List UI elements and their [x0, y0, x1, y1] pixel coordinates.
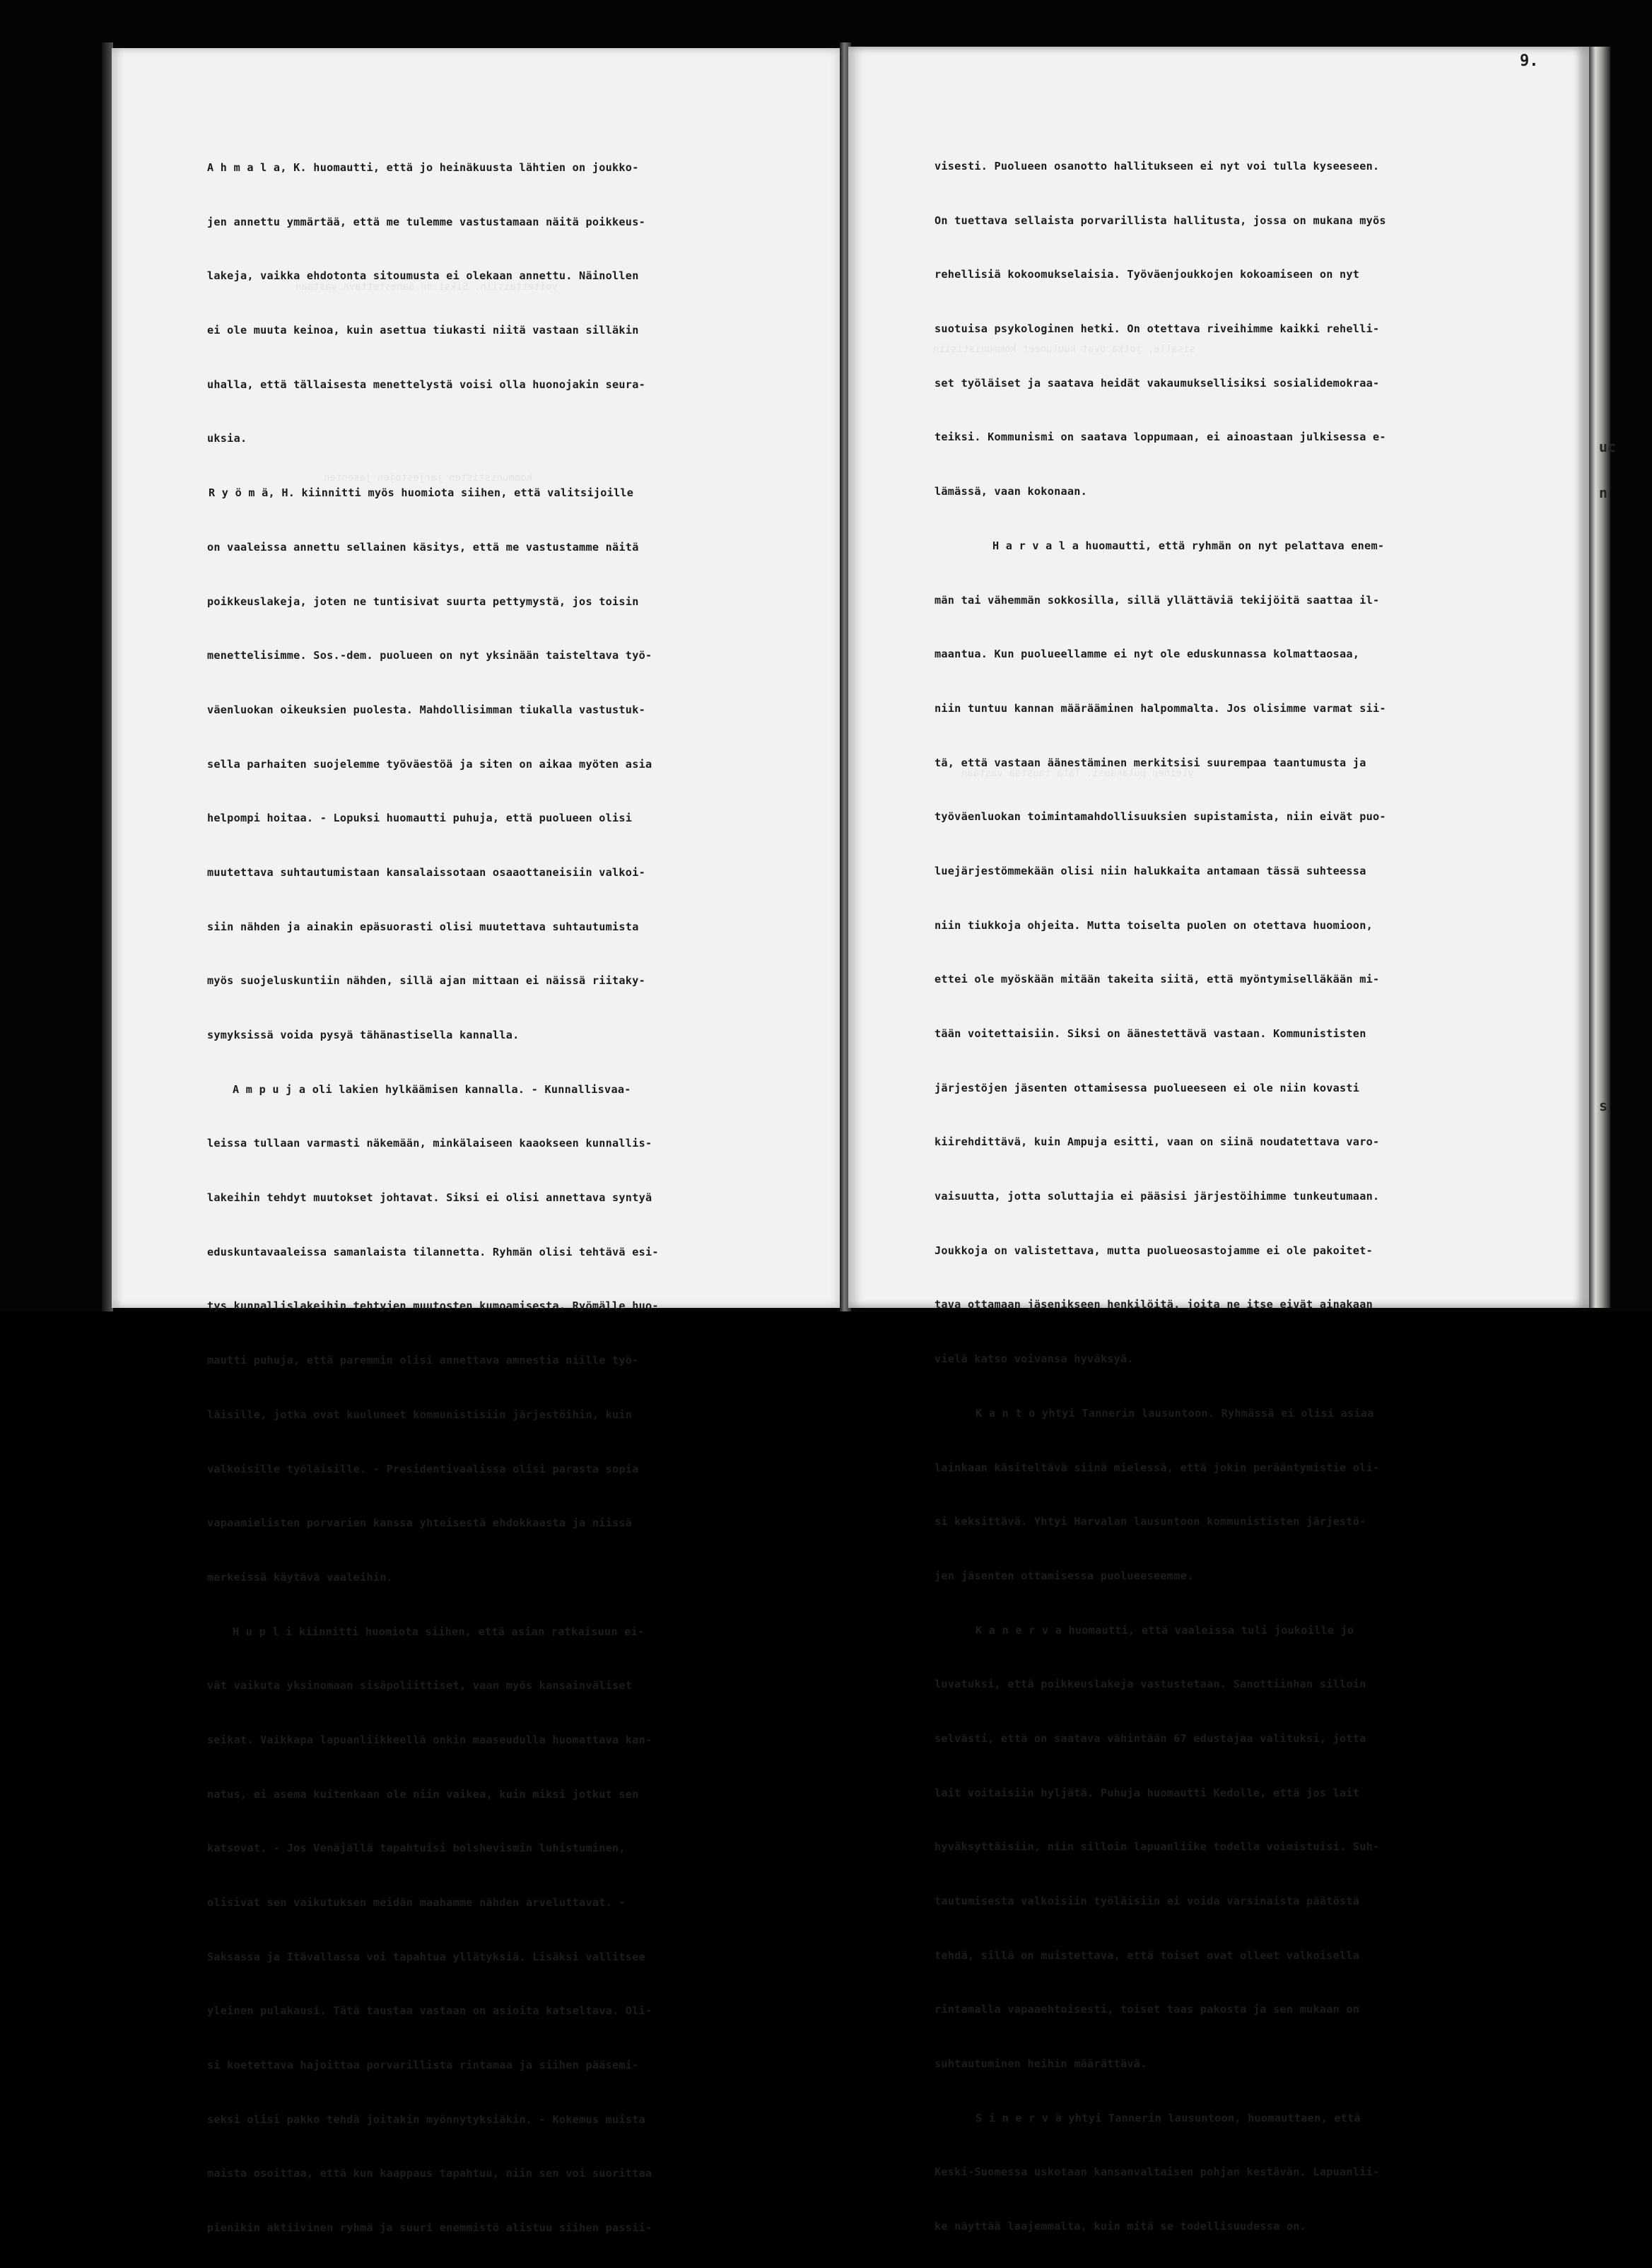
margin-mark: n	[1599, 484, 1608, 501]
text-line: tä, että vastaan äänestäminen merkitsisi suurempaa taantumusta ja	[935, 756, 1366, 769]
text-line: maantua. Kun puolueellamme ei nyt ole eduskunnassa kolmattaosaa,	[935, 648, 1360, 661]
text-line: pienikin aktiivinen ryhmä ja suuri enemmistö alistuu siihen passii-	[207, 2221, 652, 2235]
text-line: H u p l i kiinnitti huomiota siihen, että asian ratkaisuun ei-	[233, 1625, 645, 1638]
text-line: katsovat. - Jos Venäjällä tapahtuisi bolshevismin luhistuminen,	[207, 1842, 626, 1855]
text-line: tys kunnallislakeihin tehtyjen muutosten kumoamisesta. Ryömälle huo-	[207, 1299, 659, 1313]
text-line: S i n e r v ä yhtyi Tannerin lausuntoon, huomauttaen, että	[976, 2111, 1361, 2124]
margin-mark: s	[1599, 1097, 1608, 1114]
text-line: luvatuksi, että poikkeuslakeja vastustetaan. Sanottiinhan silloin	[935, 1678, 1366, 1691]
left-page-text	[207, 128, 659, 2268]
text-line: jen annettu ymmärtää, että me tulemme vastustamaan näitä poikkeus-	[207, 215, 645, 228]
text-line: tään voitettaisiin. Siksi on äänestettävä vastaan. Kommunististen	[935, 1027, 1366, 1040]
text-line: ei ole muuta keinoa, kuin asettua tiukasti niitä vastaan silläkin	[207, 324, 639, 337]
text-line: Saksassa ja Itävallassa voi tapahtua yllätyksiä. Lisäksi vallitsee	[207, 1950, 645, 1963]
text-line: vapaamielisten porvarien kanssa yhteisestä ehdokkaasta ja niissä	[207, 1516, 633, 1530]
text-line: poikkeuslakeja, joten ne tuntisivat suurta pettymystä, jos toisin	[207, 595, 639, 608]
bleed-through: sisalle, jotka ovat kuuluneet kommunistisiin	[933, 344, 1195, 355]
text-line: Joukkoja on valistettava, mutta puolueosastojamme ei ole pakoitet-	[935, 1244, 1373, 1257]
text-line: työväenluokan toimintamahdollisuuksien supistamista, niin eivät puo-	[935, 810, 1386, 824]
text-line: rintamalla vapaaehtoisesti, toiset taas pakosta ja sen mukaan on	[935, 2003, 1360, 2016]
text-line: valkoisille työläisille. - Presidentivaalissa olisi parasta sopia	[207, 1462, 639, 1475]
text-line: tehdä, sillä on muistettava, että toiset ovat olleet valkoisella	[935, 1948, 1360, 1962]
text-line: K a n e r v a huomautti, että vaaleissa tuli joukoille jo	[976, 1623, 1354, 1637]
text-line: lakeja, vaikka ehdotonta sitoumusta ei olekaan annettu. Näinollen	[207, 269, 639, 283]
text-line: niin tiukkoja ohjeita. Mutta toiselta puolen on otettava huomioon,	[935, 918, 1373, 932]
text-line: lakeihin tehdyt muutokset johtavat. Siksi ei olisi annettava syntyä	[207, 1191, 652, 1205]
page-number: 9.	[1520, 52, 1539, 70]
margin-mark: uc	[1599, 438, 1617, 455]
text-line: tautumisesta valkoisiin työläisiin ei voida varsinaista päätöstä	[935, 1895, 1360, 1907]
text-line: uhalla, että tällaisesta menettelystä voisi olla huonojakin seura-	[207, 378, 645, 391]
text-line: lainkaan käsiteltävä siinä mielessä, että jokin perääntymistie oli-	[935, 1461, 1380, 1474]
text-line: R y ö m ä, H. kiinnitti myös huomiota siihen, että valitsijoille	[209, 486, 634, 500]
bleed-through: kommunististen jarjestojen jasenten	[324, 472, 533, 484]
text-line: lämässä, vaan kokonaan.	[935, 485, 1088, 498]
text-line: hyväksyttäisiin, niin silloin lapuanliike todella voimistuisi. Suh-	[935, 1840, 1380, 1854]
page-stack-edge	[1589, 47, 1610, 1308]
text-line: vielä katso voivansa hyväksyä.	[935, 1352, 1134, 1366]
text-line: vät vaikuta yksinomaan sisäpoliittiset, vaan myös kansainväliset	[207, 1679, 633, 1693]
text-line: eduskuntavaaleissa samanlaista tilannetta. Ryhmän olisi tehtävä esi-	[207, 1245, 659, 1258]
text-line: symyksissä voida pysyä tähänastisella kannalla.	[207, 1029, 520, 1041]
text-line: kiirehdittävä, kuin Ampuja esitti, vaan on siinä noudatettava varo-	[935, 1135, 1380, 1149]
bleed-through: voitettaisiin. Siksi on aanestettava vastaan	[295, 281, 558, 293]
text-line: olisivat sen vaikutuksen meidän maahamme nähden arveluttavat. -	[207, 1896, 626, 1909]
text-line: yleinen pulakausi. Tätä taustaa vastaan on asioita katseltava. Oli-	[207, 2004, 652, 2018]
text-line: läisille, jotka ovat kuuluneet kommunistisiin järjestöihin, kuin	[207, 1408, 633, 1421]
text-line: niin tuntuu kannan määrääminen halpommalta. Jos olisimme varmat sii-	[935, 701, 1386, 715]
text-line: A h m a l a, K. huomautti, että jo heinäkuusta lähtien on joukko-	[207, 161, 639, 174]
text-line: järjestöjen jäsenten ottamisessa puolueeseen ei ole niin kovasti	[935, 1081, 1360, 1094]
left-page	[112, 48, 845, 2235]
text-line: menettelisimme. Sos.-dem. puolueen on nyt yksinään taisteltava työ-	[207, 649, 652, 662]
text-line: siin nähden ja ainakin epäsuorasti olisi muutettava suhtautumista	[207, 920, 639, 933]
text-line: H a r v a l a huomautti, että ryhmän on nyt pelattava enem-	[992, 539, 1385, 552]
text-line: myös suojeluskuntiin nähden, sillä ajan mittaan ei näissä riitaky-	[207, 974, 645, 988]
text-line: maista osoittaa, että kun kaappaus tapahtuu, niin sen voi suorittaa	[207, 2167, 652, 2180]
text-line: män tai vähemmän sokkosilla, sillä yllättäviä tekijöitä saattaa il-	[935, 593, 1380, 607]
text-line: ettei ole myöskään mitään takeita siitä, että myöntymiselläkään mi-	[935, 973, 1380, 986]
right-page-text	[935, 127, 1386, 2267]
text-line: rehellisiä kokoomukselaisia. Työväenjoukkojen kokoamiseen on nyt	[935, 268, 1360, 281]
text-line: merkeissä käytävä vaaleihin.	[207, 1570, 394, 1584]
text-line: natus, ei asema kuitenkaan ole niin vaikea, kuin miksi jotkut sen	[207, 1787, 639, 1801]
text-line: helpompi hoitaa. - Lopuksi huomautti puhuja, että puolueen olisi	[207, 812, 633, 825]
text-line: seksi olisi pakko tehdä joitakin myönnytyksiäkin. - Kokemus muista	[207, 2112, 645, 2126]
text-line: väenluokan oikeuksien puolesta. Mahdollisimman tiukalla vastustuk-	[207, 703, 645, 716]
text-line: teiksi. Kommunismi on saatava loppumaan, ei ainoastaan julkisessa e-	[935, 431, 1386, 444]
text-line: ke näyttää laajemmalta, kuin mitä se todellisuudessa on.	[935, 2220, 1307, 2233]
text-line: K a n t o yhtyi Tannerin lausuntoon. Ryhmässä ei olisi asiaa	[976, 1406, 1374, 1420]
text-line: A m p u j a oli lakien hylkäämisen kannalla. - Kunnallisvaa-	[233, 1082, 631, 1096]
text-line: uksia.	[207, 432, 247, 445]
text-line: On tuettava sellaista porvarillista hallitusta, jossa on mukana myös	[935, 214, 1386, 227]
text-line: si keksittävä. Yhtyi Harvalan lausuntoon kommunististen järjestö-	[935, 1515, 1366, 1528]
text-line: selvästi, että on saatava vähintään 67 edustajaa valituksi, jotta	[935, 1731, 1366, 1745]
text-line: tava ottamaan jäsenikseen henkilöitä, joita ne itse eivät ainakaan	[935, 1298, 1373, 1311]
text-line: suhtautuminen heihin määrättävä.	[935, 2057, 1147, 2071]
text-line: set työläiset ja saatava heidät vakaumuksellisiksi sosialidemokraa-	[935, 376, 1380, 390]
bleed-through: yleinen pulakausi. Tata taustaa vastaan	[961, 768, 1194, 779]
text-line: leissa tullaan varmasti näkemään, minkälaiseen kaaokseen kunnallis-	[207, 1137, 652, 1150]
text-line: Keski-Suomessa uskotaan kansanvaltaisen pohjan kestävän. Lapuanlii-	[935, 2165, 1380, 2179]
text-line: visesti. Puolueen osanotto hallitukseen ei nyt voi tulla kyseeseen.	[935, 160, 1380, 173]
right-page	[848, 47, 1589, 2233]
text-line: sella parhaiten suojelemme työväestöä ja siten on aikaa myöten asia	[207, 757, 652, 771]
text-line: seikat. Vaikkapa lapuanliikkeellä onkin maaseudulla huomattava kan-	[207, 1733, 652, 1746]
text-line: jen jäsenten ottamisessa puolueeseemme.	[935, 1569, 1194, 1582]
text-line: vaisuutta, jotta soluttajia ei pääsisi järjestöihimme tunkeutumaan.	[935, 1190, 1380, 1203]
text-line: suotuisa psykologinen hetki. On otettava riveihimme kaikki rehelli-	[935, 322, 1380, 336]
text-line: luejärjestömmekään olisi niin halukkaita antamaan tässä suhteessa	[935, 864, 1366, 877]
text-line: si koetettava hajoittaa porvarillista rintamaa ja siihen pääsemi-	[207, 2059, 639, 2072]
text-line: muutettava suhtautumistaan kansalaissotaan osaaottaneisiin valkoi-	[207, 865, 645, 879]
text-line: on vaaleissa annettu sellainen käsitys, että me vastustamme näitä	[207, 540, 639, 554]
text-line: lait voitaisiin hyljätä. Puhuja huomautti Kedolle, että jos lait	[935, 1786, 1360, 1799]
text-line: mautti puhuja, että paremmin olisi annettava amnestia niille työ-	[207, 1354, 639, 1367]
